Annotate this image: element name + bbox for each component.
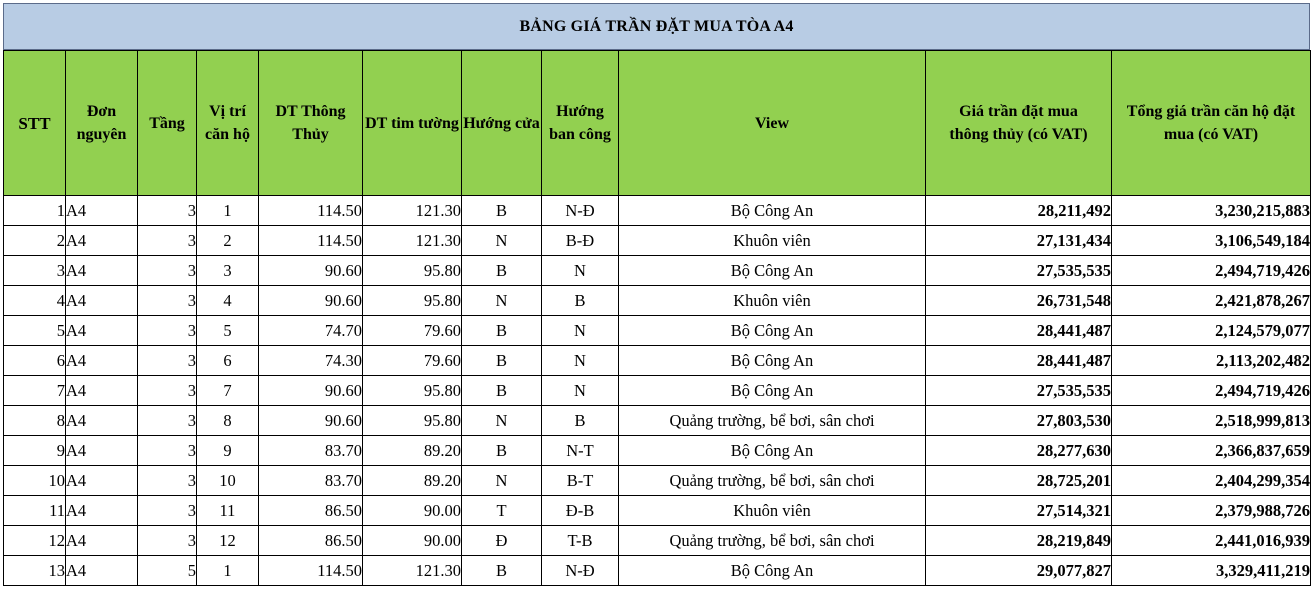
cell-price: 28,441,487 <box>926 316 1112 346</box>
cell-stt: 8 <box>4 406 66 436</box>
cell-price: 27,131,434 <box>926 226 1112 256</box>
cell-stt: 6 <box>4 346 66 376</box>
header-stt: STT <box>4 51 66 196</box>
header-view: View <box>619 51 926 196</box>
cell-area-wall: 121.30 <box>363 226 462 256</box>
cell-area-gross: 114.50 <box>259 556 363 586</box>
cell-price: 28,725,201 <box>926 466 1112 496</box>
cell-position: 5 <box>197 316 259 346</box>
cell-view: Bộ Công An <box>619 346 926 376</box>
cell-price: 27,535,535 <box>926 376 1112 406</box>
header-unit: Đơn nguyên <box>66 51 138 196</box>
cell-position: 7 <box>197 376 259 406</box>
cell-area-gross: 83.70 <box>259 436 363 466</box>
cell-area-gross: 90.60 <box>259 406 363 436</box>
cell-position: 1 <box>197 556 259 586</box>
cell-view: Quảng trường, bể bơi, sân chơi <box>619 406 926 436</box>
cell-door: N <box>462 466 542 496</box>
table-row <box>4 556 1311 586</box>
table-row <box>4 346 1311 376</box>
cell-view: Bộ Công An <box>619 436 926 466</box>
cell-unit: A4 <box>66 196 138 226</box>
cell-balcony: N <box>542 346 619 376</box>
cell-floor: 3 <box>138 496 197 526</box>
cell-unit: A4 <box>66 556 138 586</box>
cell-area-wall: 79.60 <box>363 316 462 346</box>
cell-total: 2,421,878,267 <box>1112 286 1311 316</box>
cell-total: 3,106,549,184 <box>1112 226 1311 256</box>
price-table <box>3 50 1311 586</box>
cell-area-gross: 86.50 <box>259 526 363 556</box>
cell-unit: A4 <box>66 346 138 376</box>
cell-total: 2,404,299,354 <box>1112 466 1311 496</box>
table-row <box>4 256 1311 286</box>
cell-position: 2 <box>197 226 259 256</box>
cell-unit: A4 <box>66 286 138 316</box>
cell-area-wall: 90.00 <box>363 526 462 556</box>
cell-area-gross: 74.70 <box>259 316 363 346</box>
table-row <box>4 496 1311 526</box>
cell-unit: A4 <box>66 466 138 496</box>
cell-floor: 3 <box>138 406 197 436</box>
cell-total: 2,113,202,482 <box>1112 346 1311 376</box>
table-row <box>4 286 1311 316</box>
cell-area-wall: 95.80 <box>363 406 462 436</box>
cell-stt: 10 <box>4 466 66 496</box>
header-door: Hướng cửa <box>462 51 542 196</box>
cell-door: B <box>462 376 542 406</box>
cell-area-wall: 79.60 <box>363 346 462 376</box>
cell-stt: 3 <box>4 256 66 286</box>
cell-door: B <box>462 256 542 286</box>
cell-area-wall: 121.30 <box>363 556 462 586</box>
cell-door: B <box>462 346 542 376</box>
cell-balcony: B-Đ <box>542 226 619 256</box>
table-row <box>4 436 1311 466</box>
table-row <box>4 196 1311 226</box>
cell-total: 2,366,837,659 <box>1112 436 1311 466</box>
cell-price: 28,219,849 <box>926 526 1112 556</box>
cell-floor: 3 <box>138 526 197 556</box>
cell-stt: 11 <box>4 496 66 526</box>
cell-area-gross: 90.60 <box>259 376 363 406</box>
table-row <box>4 466 1311 496</box>
cell-view: Bộ Công An <box>619 556 926 586</box>
cell-door: T <box>462 496 542 526</box>
header-price: Giá trần đặt mua thông thủy (có VAT) <box>926 51 1112 196</box>
cell-stt: 2 <box>4 226 66 256</box>
cell-balcony: B <box>542 406 619 436</box>
cell-area-wall: 89.20 <box>363 466 462 496</box>
cell-balcony: B-T <box>542 466 619 496</box>
cell-balcony: N <box>542 256 619 286</box>
cell-price: 27,535,535 <box>926 256 1112 286</box>
cell-stt: 12 <box>4 526 66 556</box>
cell-unit: A4 <box>66 526 138 556</box>
cell-view: Quảng trường, bể bơi, sân chơi <box>619 526 926 556</box>
cell-area-wall: 121.30 <box>363 196 462 226</box>
cell-position: 1 <box>197 196 259 226</box>
cell-total: 2,494,719,426 <box>1112 376 1311 406</box>
cell-area-wall: 95.80 <box>363 286 462 316</box>
cell-floor: 3 <box>138 376 197 406</box>
table-row <box>4 376 1311 406</box>
cell-area-wall: 90.00 <box>363 496 462 526</box>
cell-view: Khuôn viên <box>619 226 926 256</box>
cell-stt: 4 <box>4 286 66 316</box>
cell-stt: 13 <box>4 556 66 586</box>
cell-unit: A4 <box>66 226 138 256</box>
cell-unit: A4 <box>66 316 138 346</box>
cell-area-gross: 74.30 <box>259 346 363 376</box>
table-row <box>4 526 1311 556</box>
cell-unit: A4 <box>66 406 138 436</box>
cell-floor: 3 <box>138 196 197 226</box>
table-row <box>4 316 1311 346</box>
cell-floor: 3 <box>138 256 197 286</box>
cell-door: Đ <box>462 526 542 556</box>
header-area-gross: DT Thông Thủy <box>259 51 363 196</box>
cell-balcony: T-B <box>542 526 619 556</box>
cell-door: N <box>462 406 542 436</box>
header-floor: Tầng <box>138 51 197 196</box>
cell-area-gross: 90.60 <box>259 286 363 316</box>
cell-position: 9 <box>197 436 259 466</box>
table-row <box>4 226 1311 256</box>
cell-door: B <box>462 556 542 586</box>
cell-position: 6 <box>197 346 259 376</box>
cell-door: B <box>462 316 542 346</box>
cell-view: Bộ Công An <box>619 316 926 346</box>
cell-area-wall: 89.20 <box>363 436 462 466</box>
cell-view: Khuôn viên <box>619 496 926 526</box>
cell-floor: 5 <box>138 556 197 586</box>
cell-stt: 9 <box>4 436 66 466</box>
cell-area-wall: 95.80 <box>363 376 462 406</box>
cell-area-gross: 90.60 <box>259 256 363 286</box>
cell-floor: 3 <box>138 346 197 376</box>
header-area-wall: DT tim tường <box>363 51 462 196</box>
cell-view: Bộ Công An <box>619 196 926 226</box>
cell-stt: 7 <box>4 376 66 406</box>
cell-price: 27,514,321 <box>926 496 1112 526</box>
cell-total: 2,494,719,426 <box>1112 256 1311 286</box>
header-row <box>4 51 1311 196</box>
cell-area-gross: 86.50 <box>259 496 363 526</box>
cell-balcony: B <box>542 286 619 316</box>
cell-price: 27,803,530 <box>926 406 1112 436</box>
cell-price: 28,277,630 <box>926 436 1112 466</box>
cell-view: Quảng trường, bể bơi, sân chơi <box>619 466 926 496</box>
cell-position: 12 <box>197 526 259 556</box>
cell-balcony: N-Đ <box>542 196 619 226</box>
cell-total: 2,124,579,077 <box>1112 316 1311 346</box>
cell-area-gross: 114.50 <box>259 226 363 256</box>
cell-position: 8 <box>197 406 259 436</box>
cell-unit: A4 <box>66 256 138 286</box>
cell-total: 2,379,988,726 <box>1112 496 1311 526</box>
cell-view: Khuôn viên <box>619 286 926 316</box>
cell-floor: 3 <box>138 436 197 466</box>
cell-unit: A4 <box>66 496 138 526</box>
cell-unit: A4 <box>66 376 138 406</box>
cell-price: 28,211,492 <box>926 196 1112 226</box>
cell-area-gross: 83.70 <box>259 466 363 496</box>
cell-view: Bộ Công An <box>619 376 926 406</box>
cell-floor: 3 <box>138 286 197 316</box>
cell-price: 28,441,487 <box>926 346 1112 376</box>
cell-balcony: N-Đ <box>542 556 619 586</box>
cell-floor: 3 <box>138 466 197 496</box>
cell-stt: 5 <box>4 316 66 346</box>
cell-stt: 1 <box>4 196 66 226</box>
table-body <box>4 196 1311 586</box>
cell-total: 2,518,999,813 <box>1112 406 1311 436</box>
cell-position: 4 <box>197 286 259 316</box>
cell-price: 26,731,548 <box>926 286 1112 316</box>
cell-unit: A4 <box>66 436 138 466</box>
sheet-title: BẢNG GIÁ TRẦN ĐẶT MUA TÒA A4 <box>3 3 1310 50</box>
cell-total: 3,329,411,219 <box>1112 556 1311 586</box>
cell-balcony: Đ-B <box>542 496 619 526</box>
cell-total: 2,441,016,939 <box>1112 526 1311 556</box>
cell-area-gross: 114.50 <box>259 196 363 226</box>
header-position: Vị trí căn hộ <box>197 51 259 196</box>
cell-floor: 3 <box>138 316 197 346</box>
cell-total: 3,230,215,883 <box>1112 196 1311 226</box>
cell-door: N <box>462 286 542 316</box>
cell-position: 10 <box>197 466 259 496</box>
cell-balcony: N <box>542 376 619 406</box>
header-total: Tổng giá trần căn hộ đặt mua (có VAT) <box>1112 51 1311 196</box>
table-row <box>4 406 1311 436</box>
cell-balcony: N-T <box>542 436 619 466</box>
cell-floor: 3 <box>138 226 197 256</box>
cell-position: 3 <box>197 256 259 286</box>
cell-area-wall: 95.80 <box>363 256 462 286</box>
cell-door: N <box>462 226 542 256</box>
cell-position: 11 <box>197 496 259 526</box>
cell-door: B <box>462 436 542 466</box>
cell-view: Bộ Công An <box>619 256 926 286</box>
cell-door: B <box>462 196 542 226</box>
cell-balcony: N <box>542 316 619 346</box>
cell-price: 29,077,827 <box>926 556 1112 586</box>
header-balcony: Hướng ban công <box>542 51 619 196</box>
